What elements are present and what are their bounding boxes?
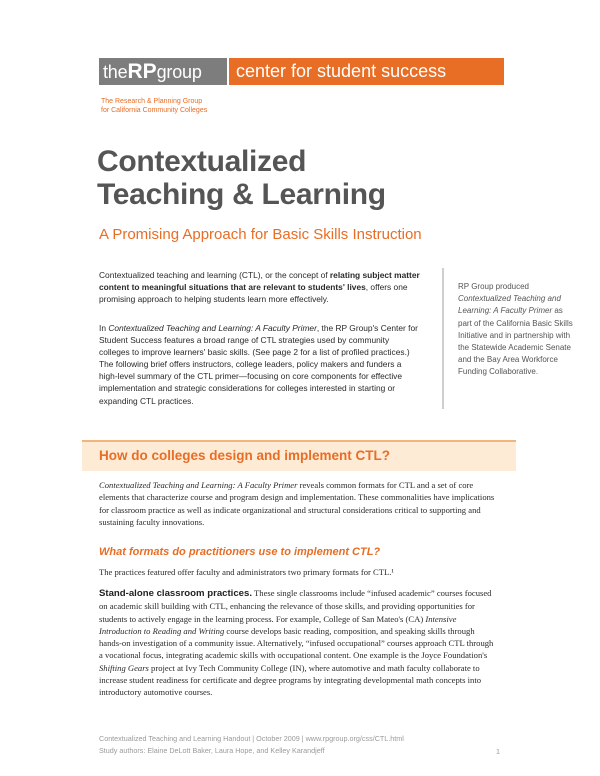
stand-alone-runin-heading: Stand-alone classroom practices. [99,588,253,599]
document-title [97,145,517,211]
title-line-2: Teaching & Learning [97,178,386,211]
intro-p2-text-b: , the RP Group's Center for Student Success features a broad range of CTL strategies used by community colleges to improve learners' basic skills. (See page 2 for a list of profiled practices.) The following brief offers instructors, college leaders, policy makers and funders a high-level summary of the CTL primer—focusing on core components for effective implementation and strategic considerations for colleges interested in starting or expanding CTL practices. [99,323,418,406]
section-paragraph-3 [99,587,499,699]
section-p1-text: reveals common formats for CTL and a set of core elements that characterize course and program design and implementation. These commonalities have implications for classroom practice as well as indicate organizational and structural considerations critical to supporting and sustaining faculty innovations. [99,480,495,527]
sidebar-rule [442,268,444,409]
section-heading: How do colleges design and implement CTL? [99,448,391,463]
section-p3-text-a: These single classrooms include “infused academic” courses focused on academic skill building with CTL, enhancing the relevance of those skills, and providing opportunities for students to actively engage in the learning process. For example, College of San Mateo's (CA) [99,588,492,624]
rp-group-logo [99,58,227,85]
sidebar-primer-title: Contextualized Teaching and Learning: A Faculty Primer [458,294,561,316]
section-p3-text-c: project at Ivy Tech Community College (IN), where automotive and math faculty collaborate to increase student readiness for certificate and degree programs by integrating developmental math concepts into introductory automotive courses. [99,662,482,698]
intro-paragraph-2 [99,322,421,407]
intro-p1-emphasis: relating subject matter content to meaningful situations that are relevant to students' lives [99,270,420,293]
sidebar-note [458,281,576,379]
logo-rp: RP [127,60,157,83]
intro-p2-primer-title: Contextualized Teaching and Learning: A Faculty Primer [108,323,317,333]
sidebar-text-b: as part of the California Basic Skills Initiative and in partnership with the Statewide Academic Senate and the Bay Area Workforce Funding Collaborative. [458,306,573,377]
intro-p1-text-a: Contextualized teaching and learning (CTL), or the concept of [99,270,330,280]
logo-the: the [103,62,128,82]
shifting-gears-title: Shifting Gears [99,662,149,673]
logo-group: group [156,62,202,82]
footer-line-1: Contextualized Teaching and Learning Handout | October 2009 | www.rpgroup.org/css/CTL.html [99,734,404,743]
intro-p2-text-a: In [99,323,109,333]
section-p1-primer-title: Contextualized Teaching and Learning: A Faculty Primer [99,480,298,490]
document-subtitle: A Promising Approach for Basic Skills Instruction [99,226,422,243]
intro-paragraph-1 [99,269,421,305]
footer-line-2: Study authors: Elaine DeLott Baker, Laura Hope, and Kelley Karandjeff [99,746,325,755]
section-paragraph-1 [99,479,499,528]
title-line-1: Contextualized [97,145,307,178]
org-name-line-1: The Research & Planning Group [101,98,203,105]
section-p3-text-b: course develops basic reading, composition, and speaking skills through hands-on investigation of a community issue. Alternatively, “infused occupational” courses approach CTL through a vocational focus, integrating academic skills with occupational content. One example is the Joyce Foundation's [99,625,494,661]
formats-subheading: What formats do practitioners use to implement CTL? [99,546,381,558]
intro-p1-text-b: , offers one promising approach to helping students learn more effectively. [99,282,408,305]
page-number: 1 [496,747,500,756]
center-banner: center for student success [229,58,504,85]
section-paragraph-2: The practices featured offer faculty and administrators two primary formats for CTL.¹ [99,567,394,577]
san-mateo-course-title: Intensive Introduction to Reading and Writing [99,613,457,636]
sidebar-text-a: RP Group produced [458,282,530,291]
org-name-line-2: for California Community Colleges [101,107,208,114]
